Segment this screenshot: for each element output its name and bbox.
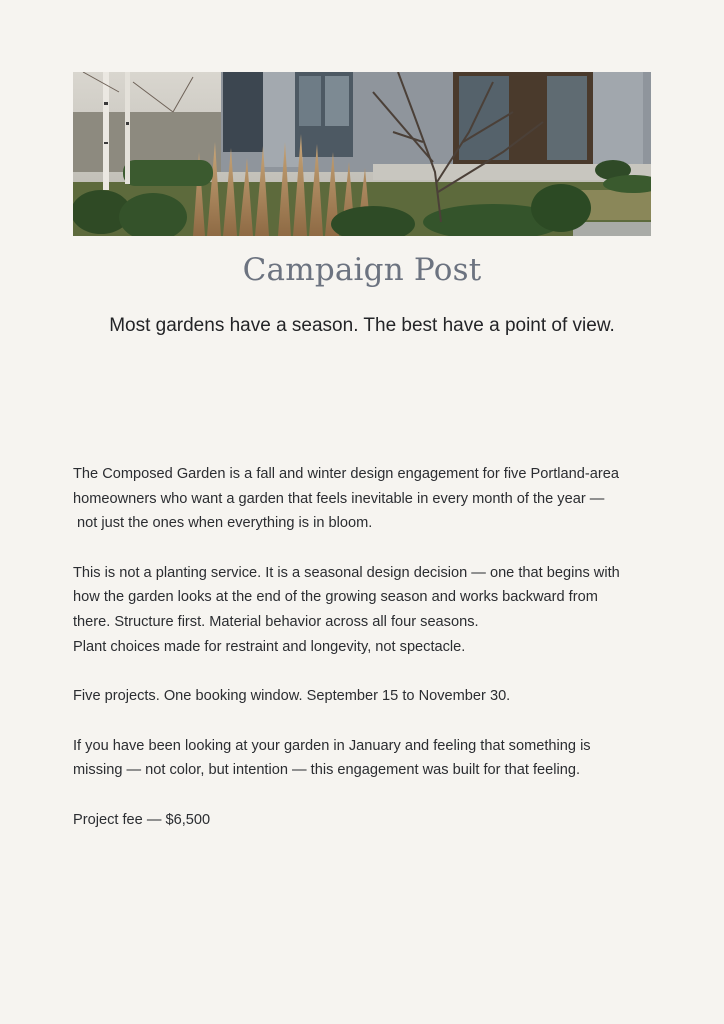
text-line: The Composed Garden is a fall and winter design engagement for five Portland-area [73, 466, 619, 482]
paragraph-invitation [73, 734, 663, 783]
page-title: Campaign Post [242, 252, 482, 288]
text-line: there. Structure first. Material behavior across all four seasons. [73, 613, 479, 630]
paragraph-approach [73, 561, 663, 659]
text-line: missing — not color, but intention — this engagement was built for that feeling. [73, 762, 581, 779]
paragraph-booking [73, 684, 663, 709]
paragraph-intro [73, 462, 663, 536]
hero-image [73, 72, 651, 236]
text-line: not just the ones when everything is in bloom. [73, 515, 373, 532]
article-body [73, 462, 663, 858]
subtitle: Most gardens have a season. The best have a point of view. [109, 315, 615, 336]
paragraph-fee [73, 808, 663, 833]
text-line: If you have been looking at your garden in January and feeling that something is [73, 737, 591, 754]
text-line: how the garden looks at the end of the growing season and works backward from [73, 589, 598, 606]
text-line: This is not a planting service. It is a seasonal design decision — one that begins with [73, 564, 620, 581]
text-line: Five projects. One booking window. September 15 to November 30. [73, 688, 511, 705]
garden-photo [73, 72, 651, 236]
project-fee: Project fee — $6,500 [73, 811, 211, 828]
text-line: Plant choices made for restraint and longevity, not spectacle. [73, 638, 466, 655]
text-line: homeowners who want a garden that feels inevitable in every month of the year — [73, 490, 605, 507]
